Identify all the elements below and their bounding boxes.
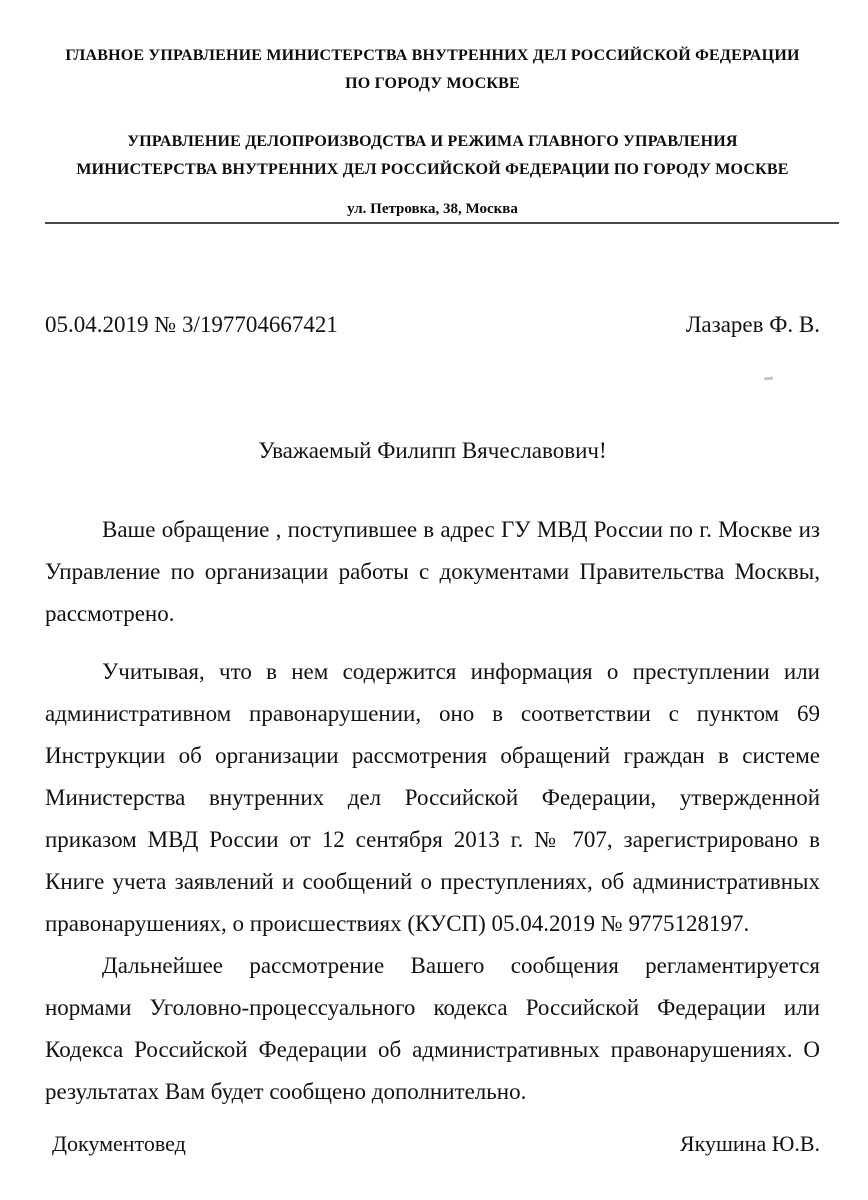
text-line: ПО ГОРОДУ МОСКВЕ [345,75,520,92]
reference-row [45,310,820,340]
letterhead [45,42,820,224]
text-line: Кодекса Российской Федерации об административных правонарушениях. О [45,1037,820,1062]
signature-row [45,1129,820,1159]
text-line: нормами Уголовно-процессуального кодекса Российской Федерации или [45,995,820,1020]
text-line: Министерства внутренних дел Российской Федерации, утвержденной [45,785,820,810]
letter-body [45,509,820,1113]
scan-smudge-mark [764,377,773,381]
paragraph-3 [45,945,820,1113]
paragraph-2 [45,651,820,945]
org-name [45,42,820,98]
text-line: МИНИСТЕРСТВА ВНУТРЕННИХ ДЕЛ РОССИЙСКОЙ ФЕДЕРАЦИИ ПО ГОРОДУ МОСКВЕ [76,161,789,178]
text-line: Учитывая, что в нем содержится информация о преступлении или [102,659,820,684]
org-unit-name [45,128,820,184]
text-line: УПРАВЛЕНИЕ ДЕЛОПРОИЗВОДСТВА И РЕЖИМА ГЛАВНОГО УПРАВЛЕНИЯ [127,133,738,150]
text-line: Книге учета заявлений и сообщений о преступлениях, об административных [45,869,820,894]
text-line: административном правонарушении, оно в соответствии с пунктом 69 [45,701,820,726]
signer-name: Якушина Ю.В. [679,1131,820,1156]
text-line: правонарушениях, о происшествиях (КУСП) 05.04.2019 № 9775128197. [45,911,750,936]
text-line: Ваше обращение , поступившее в адрес ГУ МВД России по г. Москве из [102,517,820,542]
paragraph-1 [45,509,820,635]
text-line: результатах Вам будет сообщено дополнительно. [45,1079,527,1104]
signer-position: Документовед [52,1131,186,1156]
letterhead-divider [45,222,839,224]
salutation: Уважаемый Филипп Вячеславович! [258,438,607,463]
text-line: ГЛАВНОЕ УПРАВЛЕНИЕ МИНИСТЕРСТВА ВНУТРЕННИХ ДЕЛ РОССИЙСКОЙ ФЕДЕРАЦИИ [65,47,800,64]
reference-date-number: 05.04.2019 № 3/197704667421 [45,312,338,337]
text-line: Дальнейшее рассмотрение Вашего сообщения регламентируется [102,953,820,978]
org-address: ул. Петровка, 38, Москва [347,201,518,217]
text-line: Инструкции об организации рассмотрения обращений граждан в системе [45,743,820,768]
text-line: приказом МВД России от 12 сентября 2013 г. № 707, зарегистрировано в [45,827,820,852]
addressee-name: Лазарев Ф. В. [685,312,820,337]
text-line: рассмотрено. [45,601,175,626]
text-line: Управление по организации работы с документами Правительства Москвы, [45,559,820,584]
